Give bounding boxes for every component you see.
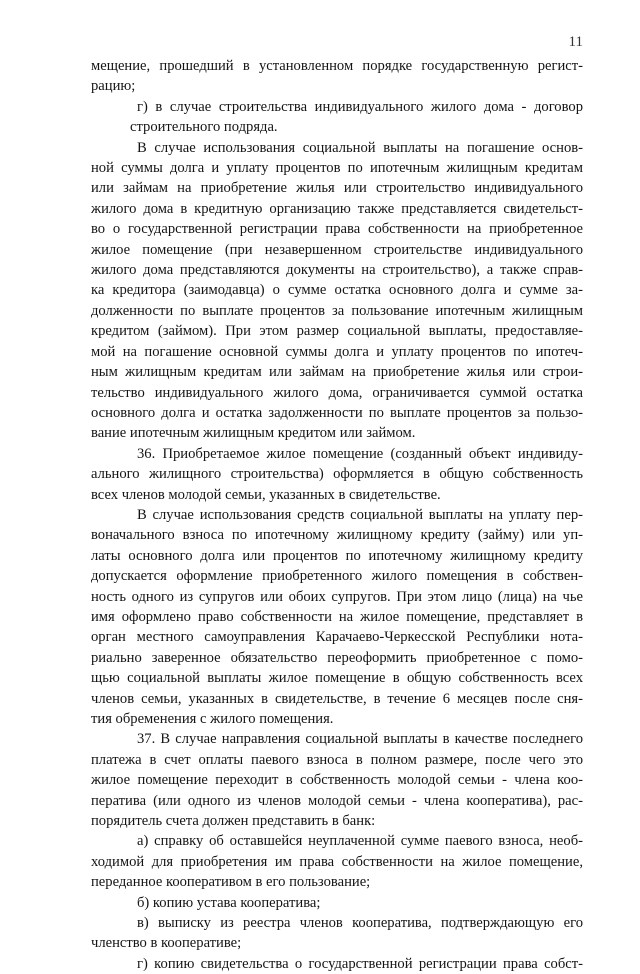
text-line: ной суммы долга и уплату процентов по ипотечным жилищным кредитам — [91, 160, 583, 177]
text-line: 37. В случае направления социальной выплаты в качестве последнего — [137, 731, 583, 748]
document-body — [91, 56, 583, 974]
text-line: рацию; — [91, 78, 136, 95]
text-line: г) в случае строительства индивидуального жилого дома - договор — [137, 98, 583, 115]
text-line: во о государственной регистрации права собственности на приобретенное — [91, 221, 583, 238]
text-line: членов семьи, указанных в свидетельстве, в течение 6 месяцев после сня- — [91, 690, 583, 707]
text-line: жилое помещение переходит в собственность молодой семьи - члена коо- — [91, 772, 583, 789]
text-line: в) выписку из реестра членов кооператива, подтверждающую его — [137, 915, 583, 932]
text-line: основного долга и остатка задолженности по выплате процентов за пользо- — [91, 404, 583, 421]
text-line: латы основного долга или процентов по ипотечному жилищному кредиту — [91, 547, 583, 564]
text-line: г) копию свидетельства о государственной регистрации права собст- — [137, 955, 583, 972]
text-line: жилого дома в кредитную организацию также представляется свидетельст- — [91, 200, 583, 217]
text-line: тия обременения с жилого помещения. — [91, 711, 334, 727]
text-line: а) справку об оставшейся неуплаченной сумме паевого взноса, необ- — [137, 833, 583, 850]
text-line: ность одного из супругов или обоих супругов. При этом лицо (лица) на чье — [91, 588, 583, 605]
text-line: тельство индивидуального жилого дома, ограничивается суммой остатка — [91, 384, 583, 401]
text-line: мой на погашение основной суммы долга и уплату процентов по ипотеч- — [91, 343, 583, 360]
text-line: б) копию устава кооператива; — [137, 894, 321, 911]
text-line: ходимой для приобретения им права собственности на жилое помещение, — [91, 853, 583, 870]
page-number: 11 — [568, 34, 583, 50]
text-line: ператива (или одного из членов молодой семьи - члена кооператива), рас- — [91, 792, 583, 809]
text-line: вание ипотечным жилищным кредитом или займом. — [91, 425, 416, 442]
text-line: платежа в счет оплаты паевого взноса в полном размере, после чего это — [91, 751, 583, 768]
text-line: ка кредитора (заимодавца) о сумме остатка основного долга и сумме за- — [91, 282, 583, 299]
text-line: жилого дома представляются документы на строительство), а также справ- — [91, 262, 583, 279]
text-line: жилое помещение (при незавершенном строительстве индивидуального — [91, 241, 583, 258]
text-line: строительного подряда. — [130, 119, 278, 136]
text-line: или займам на приобретение жилья или строительство индивидуального — [91, 180, 583, 197]
text-line: В случае использования социальной выплаты на погашение основ- — [137, 139, 583, 156]
text-line: долженности по выплате процентов за пользование ипотечным жилищным — [91, 302, 583, 319]
text-line: кредитом (займом). При этом размер социальной выплаты, предоставляе- — [91, 323, 583, 340]
text-line: допускается оформление приобретенного жилого помещения в собствен- — [91, 568, 583, 585]
text-line: воначального взноса по ипотечному жилищному кредиту (займу) или уп- — [91, 527, 583, 544]
text-line: имя оформлено право собственности на жилое помещение, представляет в — [91, 608, 583, 625]
text-line: членство в кооперативе; — [91, 935, 242, 952]
text-line: орган местного самоуправления Карачаево-Черкесской Республики нота- — [91, 629, 583, 646]
text-line: порядитель счета должен представить в банк: — [91, 813, 376, 830]
text-line: риально заверенное обязательство переоформить приобретенное с помо- — [91, 649, 583, 666]
text-line: ального жилищного строительства) оформляется в общую собственность — [91, 466, 583, 483]
text-line: переданное кооперативом в его пользование; — [91, 874, 371, 891]
text-line: В случае использования средств социальной выплаты на уплату пер- — [137, 506, 583, 523]
text-line: щью социальной выплаты жилое помещение в общую собственность всех — [91, 670, 583, 687]
text-line: ным жилищным кредитам или займам на приобретение жилья или строи- — [91, 364, 583, 381]
text-line: 36. Приобретаемое жилое помещение (созданный объект индивиду- — [137, 445, 583, 462]
text-line: всех членов молодой семьи, указанных в свидетельстве. — [91, 486, 441, 503]
text-line: мещение, прошедший в установленном порядке государственную регист- — [91, 58, 583, 74]
